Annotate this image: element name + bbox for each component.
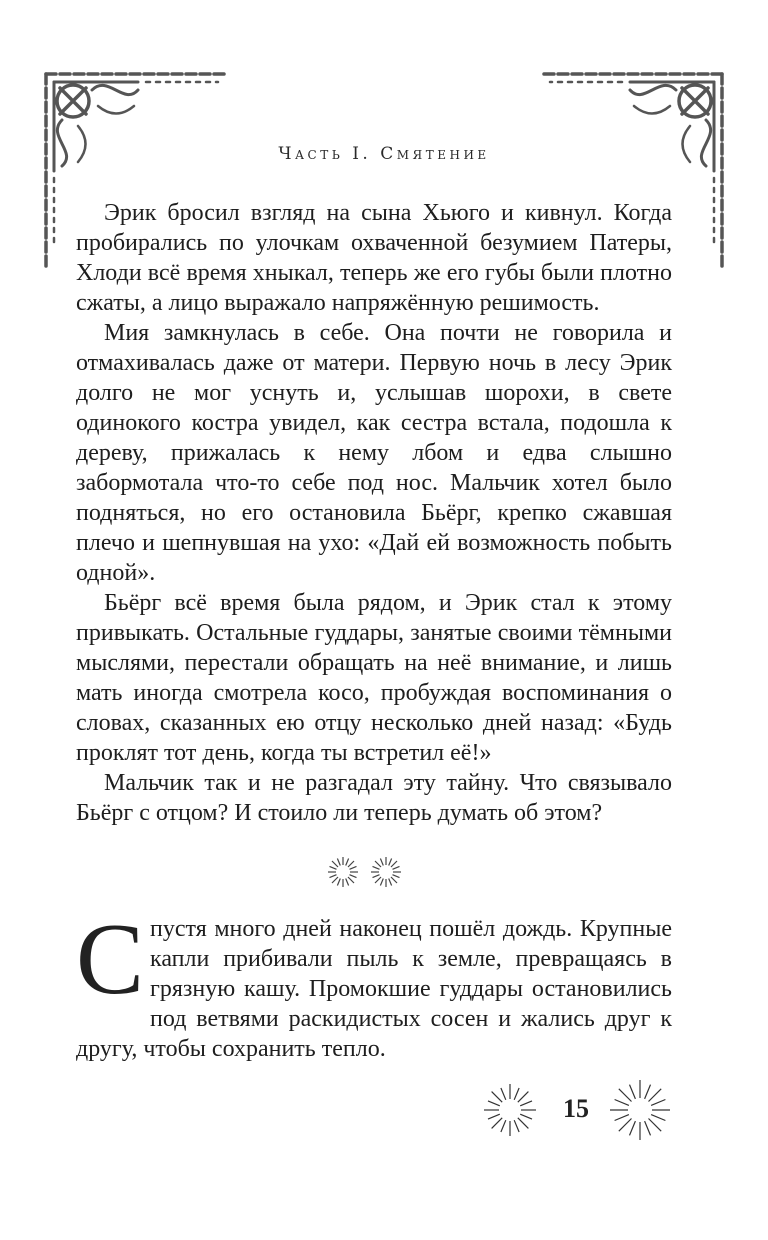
sunburst-icon — [480, 1080, 540, 1140]
page-number: 15 — [563, 1094, 589, 1123]
section-separator-icon — [318, 852, 418, 892]
paragraph: пустя много дней наконец пошёл дождь. Крупные капли прибивали пыль к земле, превращаясь в грязную кашу. Промокшие гуддары остановились под ветвями раскидистых сосен и жались друг к другу, чтобы сохранить тепло. — [76, 916, 672, 1062]
running-head: Часть I. Смятение — [278, 144, 490, 164]
drop-cap: С — [76, 903, 145, 1016]
folio — [480, 1080, 690, 1140]
body-text — [76, 198, 672, 828]
paragraph: Мия замкнулась в себе. Она почти не говорила и отмахивалась даже от матери. Первую ночь в лесу Эрик долго не мог уснуть и, услышав шорохи, в свете одинокого костра увидел, как сестра встала, подошла к дереву, прижалась к нему лбом и едва слышно забормотала что-то себе под нос. Мальчик хотел было подняться, но его остановила Бьёрг, крепко сжавшая плечо и шепнувшая на ухо: «Дай ей возможность побыть одной». — [76, 320, 672, 586]
paragraph: Эрик бросил взгляд на сына Хьюго и кивнул. Когда пробирались по улочкам охваченной безумием Патеры, Хлоди всё время хныкал, теперь же его губы были плотно сжаты, а лицо выражало напряжённую решимость. — [76, 200, 672, 316]
paragraph: Мальчик так и не разгадал эту тайну. Что связывало Бьёрг с отцом? И стоило ли теперь думать об этом? — [76, 770, 672, 826]
section-break-paragraph — [76, 903, 672, 1064]
sunburst-icon — [606, 1076, 674, 1144]
paragraph: Бьёрг всё время была рядом, и Эрик стал к этому привыкать. Остальные гуддары, занятые своими тёмными мыслями, перестали обращать на неё внимание, и лишь мать иногда смотрела косо, пробуждая воспоминания о словах, сказанных ею отцу несколько дней назад: «Будь проклят тот день, когда ты встретил её!» — [76, 590, 672, 766]
